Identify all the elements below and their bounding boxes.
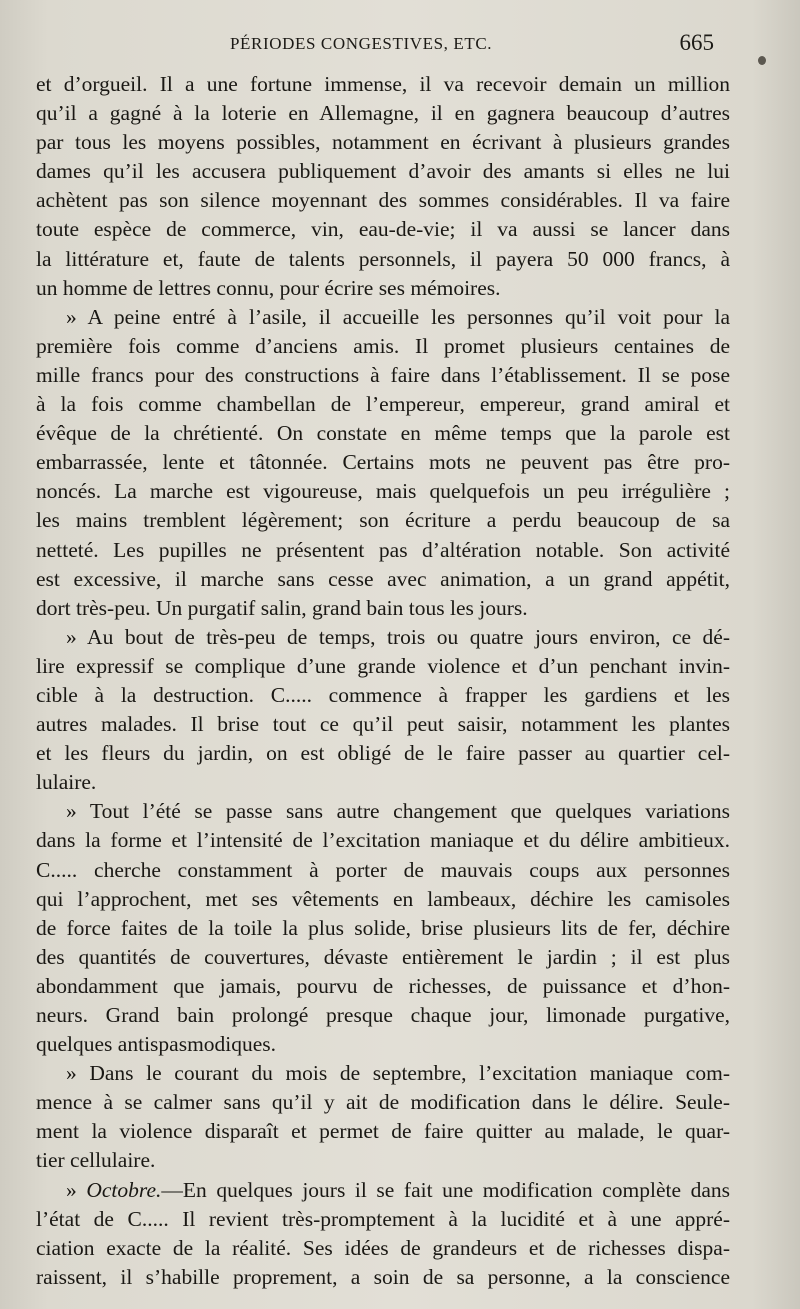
page-header bbox=[36, 30, 714, 62]
month-label: Octobre. bbox=[86, 1177, 162, 1202]
text-line: à la fois comme chambellan de l’empereur, empereur, grand amiral et bbox=[36, 392, 730, 417]
text-line: raissent, il s’habille proprement, a soin de sa personne, a la conscience bbox=[36, 1264, 730, 1289]
body-text bbox=[36, 70, 730, 1292]
text-line: les mains tremblent légèrement; son écriture a perdu beaucoup de sa bbox=[36, 508, 730, 533]
text-line: la littérature et, faute de talents personnels, il payera 50 000 francs, à bbox=[36, 246, 730, 271]
text-line: » A peine entré à l’asile, il accueille les personnes qu’il voit pour la bbox=[66, 304, 730, 329]
text-fragment: En quelques jours il se fait une modification complète dans bbox=[182, 1177, 730, 1202]
text-line: un homme de lettres connu, pour écrire ses mémoires. bbox=[36, 275, 501, 300]
text-line: qu’il a gagné à la loterie en Allemagne, il en gagnera beaucoup d’autres bbox=[36, 101, 730, 126]
text-line: mence à se calmer sans qu’il y ait de modification dans le délire. Seule- bbox=[36, 1090, 730, 1115]
text-line: noncés. La marche est vigoureuse, mais quelquefois un peu irrégulière ; bbox=[36, 479, 730, 504]
text-line: achètent pas son silence moyennant des sommes considérables. Il va faire bbox=[36, 188, 730, 213]
text-line: est excessive, il marche sans cesse avec animation, a un grand appétit, bbox=[36, 566, 730, 591]
text-line-october bbox=[36, 1176, 730, 1205]
text-line: » Dans le courant du mois de septembre, l’excitation maniaque com- bbox=[66, 1061, 730, 1086]
text-line: tier cellulaire. bbox=[36, 1148, 156, 1173]
text-line: » Au bout de très-peu de temps, trois ou quatre jours environ, ce dé- bbox=[66, 624, 730, 649]
text-line: mille francs pour des constructions à faire dans l’établissement. Il se pose bbox=[36, 362, 730, 387]
em-dash: — bbox=[161, 1177, 183, 1202]
text-line: dort très-peu. Un purgatif salin, grand bain tous les jours. bbox=[36, 595, 528, 620]
text-line: cible à la destruction. C..... commence à frapper les gardiens et les bbox=[36, 682, 730, 707]
text-line: abondamment que jamais, pourvu de richesses, de puissance et d’hon- bbox=[36, 973, 730, 998]
page-number: 665 bbox=[679, 30, 714, 55]
text-line: dans la forme et l’intensité de l’excitation maniaque et du délire ambitieux. bbox=[36, 828, 730, 853]
text-line: netteté. Les pupilles ne présentent pas d’altération notable. Son activité bbox=[36, 537, 730, 562]
running-head: PÉRIODES CONGESTIVES, ETC. bbox=[230, 34, 493, 53]
text-line: toute espèce de commerce, vin, eau-de-vie; il va aussi se lancer dans bbox=[36, 217, 730, 242]
text-line: lire expressif se complique d’une grande violence et d’un penchant invin- bbox=[36, 653, 730, 678]
text-line: et les fleurs du jardin, on est obligé de le faire passer au quartier cel- bbox=[36, 741, 730, 766]
text-line: » Tout l’été se passe sans autre changement que quelques variations bbox=[66, 799, 730, 824]
text-line: des quantités de couvertures, dévaste entièrement le jardin ; il est plus bbox=[36, 944, 730, 969]
text-line: évêque de la chrétienté. On constate en même temps que la parole est bbox=[36, 421, 730, 446]
text-line: ment la violence disparaît et permet de faire quitter au malade, le quar- bbox=[36, 1119, 730, 1144]
text-line: de force faites de la toile la plus solide, brise plusieurs lits de fer, déchire bbox=[36, 915, 730, 940]
text-line: première fois comme d’anciens amis. Il promet plusieurs centaines de bbox=[36, 333, 730, 358]
text-line: neurs. Grand bain prolongé presque chaque jour, limonade purgative, bbox=[36, 1003, 730, 1027]
text-line: dames qu’il les accusera publiquement d’avoir des amants si elles ne lui bbox=[36, 159, 730, 184]
text-line: quelques antispasmodiques. bbox=[36, 1032, 277, 1057]
text-line: ciation exacte de la réalité. Ses idées de grandeurs et de richesses dispa- bbox=[36, 1235, 730, 1260]
text-line: et d’orgueil. Il a une fortune immense, il va recevoir demain un million bbox=[36, 72, 730, 96]
quote-mark: » bbox=[66, 1177, 87, 1202]
text-line: C..... cherche constamment à porter de mauvais coups aux personnes bbox=[36, 857, 730, 882]
text-line: embarrassée, lente et tâtonnée. Certains mots ne peuvent pas être pro- bbox=[36, 450, 730, 475]
ink-spot bbox=[758, 56, 766, 65]
text-line: autres malades. Il brise tout ce qu’il peut saisir, notamment les plantes bbox=[36, 712, 730, 737]
text-line: l’état de C..... Il revient très-promptement à la lucidité et à une appré- bbox=[36, 1206, 730, 1231]
text-line: par tous les moyens possibles, notamment en écrivant à plusieurs grandes bbox=[36, 130, 730, 155]
text-line: lulaire. bbox=[36, 770, 97, 795]
text-line: qui l’approchent, met ses vêtements en lambeaux, déchire les camisoles bbox=[36, 886, 730, 911]
